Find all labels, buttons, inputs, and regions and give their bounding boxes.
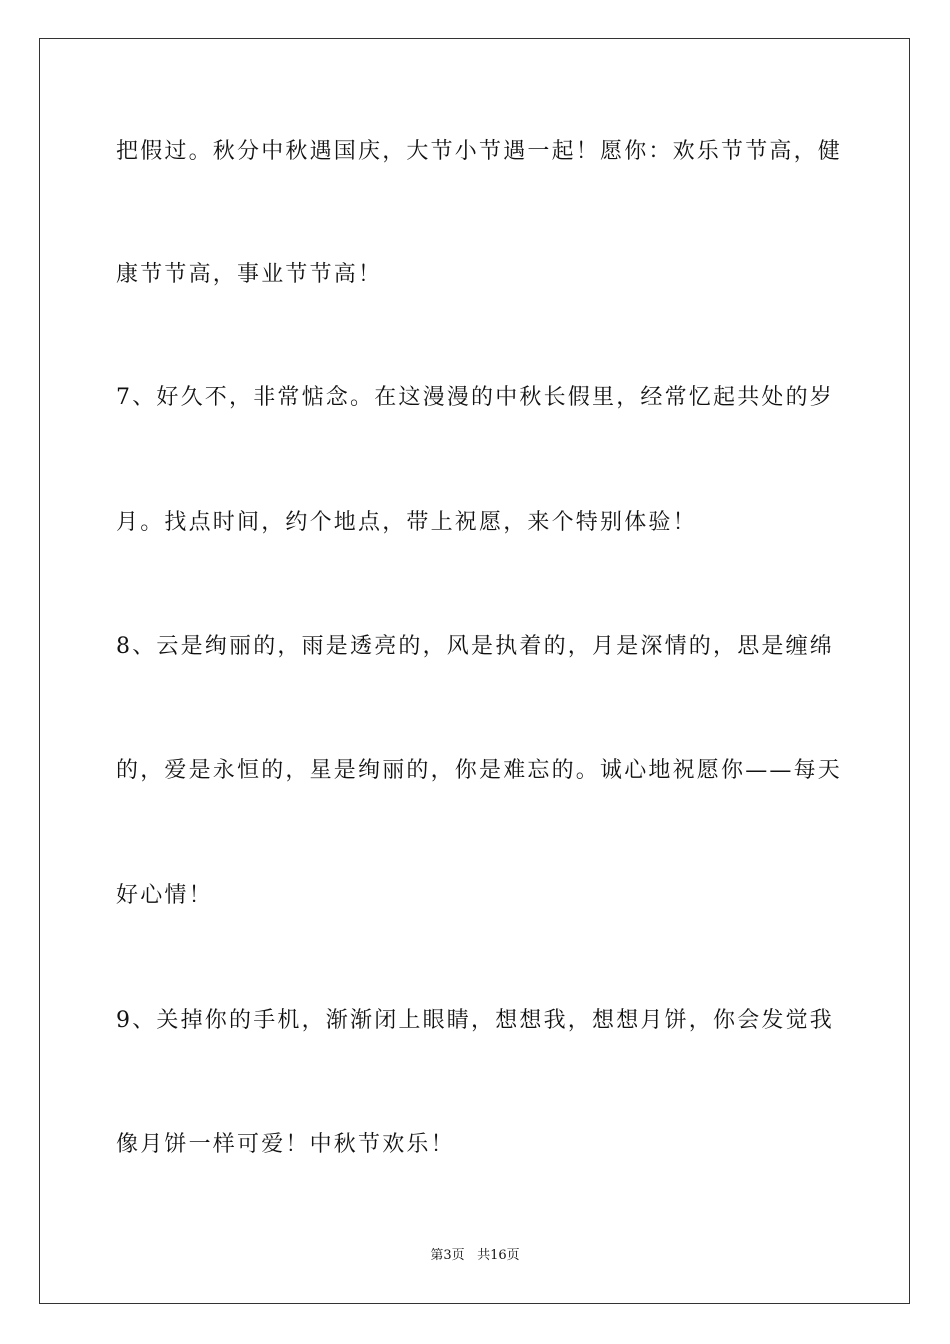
text-line: 7、好久不，非常惦念。在这漫漫的中秋长假里，经常忆起共处的岁	[116, 385, 834, 410]
page-footer	[0, 1247, 950, 1265]
text-line: 把假过。秋分中秋遇国庆，大节小节遇一起！愿你：欢乐节节高，健	[116, 139, 843, 164]
text-line: 8、云是绚丽的，雨是透亮的，风是执着的，月是深情的，思是缠绵	[116, 634, 834, 659]
page-number: 第3页	[430, 1248, 465, 1263]
text-line: 的，爱是永恒的，星是绚丽的，你是难忘的。诚心地祝愿你——每天	[116, 758, 843, 783]
text-line: 好心情！	[116, 883, 213, 908]
text-line: 像月饼一样可爱！中秋节欢乐！	[116, 1132, 455, 1157]
text-line: 9、关掉你的手机，渐渐闭上眼睛，想想我，想想月饼，你会发觉我	[116, 1008, 834, 1033]
text-line: 月。找点时间，约个地点，带上祝愿，来个特别体验！	[116, 510, 697, 535]
page-total: 共16页	[477, 1248, 520, 1263]
page-border	[39, 38, 910, 1304]
text-line: 康节节高，事业节节高！	[116, 262, 383, 287]
